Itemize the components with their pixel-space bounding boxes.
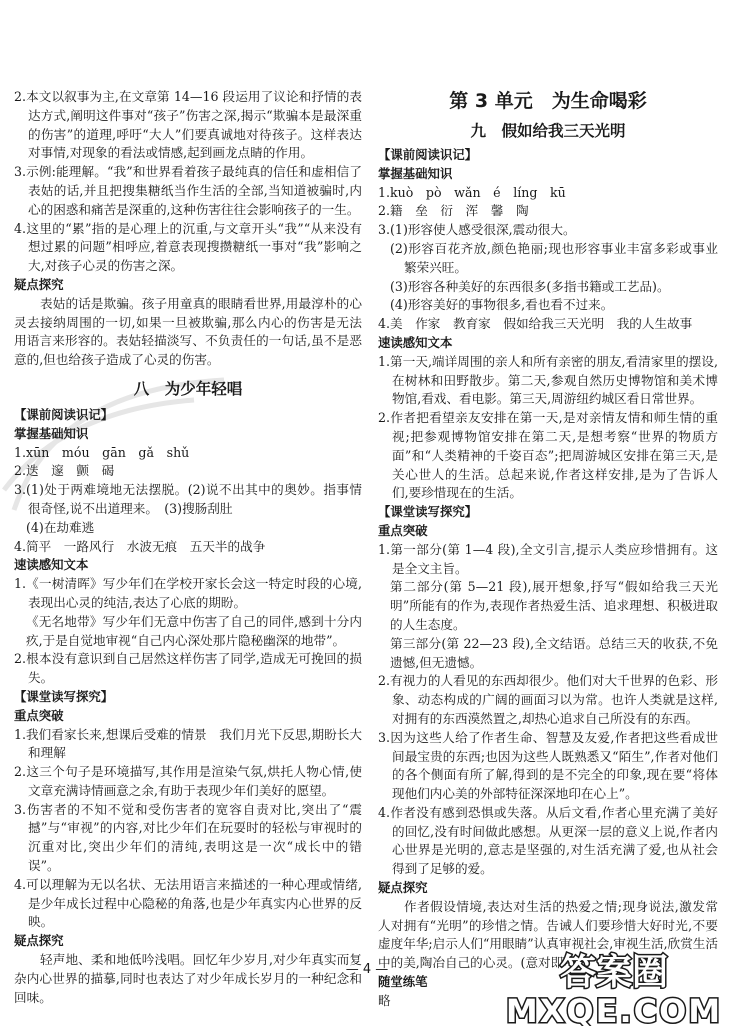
key-point-item: 2.这三个句子是环境描写,其作用是渲染气氛,烘托人物心情,使文章充满诗情画意之余,有助于表现少年们美好的愿望。 xyxy=(14,764,362,798)
left-answer-2: 2.本文以叙事为主,在文章第 14—16 段运用了议论和抒情的表达方式,阐明这件事对“孩子”伤害之深,揭示“欺骗本是最深重的伤害”的道理,呼吁“大人”们要真诚地对待孩子。这样表达对事情,对现象的看法或情感,起到画龙点睛的作用。 xyxy=(14,89,362,161)
key-points-heading: 重点突破 xyxy=(14,707,64,723)
pre-read-heading: 【课前阅读识记】 xyxy=(14,406,114,422)
fast-read-item: 《无名地带》写少年们无意中伤害了自己的同伴,感到十分内疚,于是自觉地审视“自己内心深处那片隐秘幽深的地带”。 xyxy=(26,613,362,648)
key-point-item: 3.伤害者的不知不觉和受伤害者的宽容自责对比,突出了“震撼”与“审视”的内容,对比少年们在玩耍时的轻松与审视时的沉重对比,突出少年们的清纯,表明这是一次“成长中的错误”。 xyxy=(14,801,362,874)
basic-sub-item: (4)形容美好的事物很多,看也看不过来。 xyxy=(390,297,614,313)
basic-item: 2.迭 邃 颤 碣 xyxy=(14,463,115,479)
practice-notes-text: 略 xyxy=(378,992,391,1008)
fast-read-item: 2.根本没有意识到自己居然这样伤害了同学,造成无可挽回的损失。 xyxy=(14,651,362,686)
basic-item: 4.美 作家 教育家 假如给我三天光明 我的人生故事 xyxy=(378,316,693,332)
doubt-heading: 疑点探究 xyxy=(14,276,64,292)
fast-read-item: 1.《一树清晖》写少年们在学校开家长会这一特定时段的心境,表现出心灵的纯洁,表达了心底的期盼。 xyxy=(14,576,362,610)
fast-read-heading: 速读感知文本 xyxy=(378,334,453,350)
basic-item: 3.(1)形容使人感受很深,震动很大。 xyxy=(378,222,576,238)
page-number: — 4 — xyxy=(345,962,389,977)
basic-sub-item: (3)形容各种美好的东西很多(多指书籍或工艺品)。 xyxy=(390,278,670,294)
basic-item: 3.(1)处于两难境地无法摆脱。(2)说不出其中的奥妙。指事情很奇怪,说不出道理来。 (3)搜肠刮肚 xyxy=(14,482,362,516)
key-point-item: 3.因为这些人给了作者生命、智慧及友爱,作者把这些看成世间最宝贵的东西;也因为这些人既熟悉又“陌生”,作者对他们的各个侧面有所了解,得到的是不完全的印象,现在要“将体现他们内心美的外部特征深深地印在心上”。 xyxy=(378,729,718,802)
basic-item: 1.xūn móu gān gǎ shǔ xyxy=(14,444,190,460)
fast-read-item: 1.第一天,端详周围的亲人和所有亲密的朋友,看清家里的摆设,在树林和田野散步。第二天,参观自然历史博物馆和美术博物馆,看戏、看电影。第三天,周游纽约城区看日常世界。 xyxy=(378,353,718,407)
class-read-heading: 【课堂读写探究】 xyxy=(378,504,478,520)
pre-read-heading: 【课前阅读识记】 xyxy=(378,147,478,162)
basic-knowledge-heading: 掌握基础知识 xyxy=(378,165,453,181)
basic-item: (4)在劫难逃 xyxy=(26,519,95,535)
basic-item: 4.简平 一路风行 水波无痕 五天半的战争 xyxy=(14,538,266,554)
lesson-title: 八 为少年轻唱 xyxy=(133,379,243,398)
lesson-title: 九 假如给我三天光明 xyxy=(470,122,626,140)
key-point-item: 2.有视力的人看见的东西却很少。他们对大千世界的色彩、形象、动态构成的广阔的画面习以为常。也许人类就是这样,对拥有的东西漠然置之,却热心追求自己所没有的东西。 xyxy=(378,673,718,726)
fast-read-item: 2.作者把看望亲友安排在第一天,是对亲情友情和师生情的重视;把参观博物馆安排在第二天,是想考察“世界的物质方面”和“人类精神的千姿百态”;把周游城区安排在第三天,是关心世人的生活。总起来说,作者这样安排,是为了告诉人们,要珍惜现在的生活。 xyxy=(378,410,718,501)
key-point-item: 1.我们看家长来,想课后受难的情景 我们月光下反思,期盼长大和理解 xyxy=(14,726,362,761)
doubt-text: 轻声地、柔和地低吟浅唱。回忆年少岁月,对少年真实而复杂内心世界的描摹,同时也表达了对少年成长岁月的一种纪念和回味。 xyxy=(14,952,362,1005)
doubt-text: 表姑的话是欺骗。孩子用童真的眼睛看世界,用最淳朴的心灵去接纳周围的一切,如果一旦被欺骗,那么内心的伤害是无法用语言来形容的。表姑轻描淡写、不负责任的一句话,虽不是恶意的,但也给孩子造成了心灵的伤害。 xyxy=(14,295,362,368)
key-points-heading: 重点突破 xyxy=(378,522,428,538)
basic-knowledge-heading: 掌握基础知识 xyxy=(14,425,89,441)
site-logo xyxy=(503,948,725,1026)
fast-read-heading: 速读感知文本 xyxy=(14,557,89,573)
basic-sub-item: (2)形容百花齐放,颜色艳丽;现也形容事业丰富多彩或事业繁荣兴旺。 xyxy=(390,240,718,275)
key-point-item: 4.作者没有感到恐惧或失落。从后文看,作者心里充满了美好的回忆,没有时间做此感想。从更深一层的意义上说,作者内心世界是光明的,意志是坚强的,对生活充满了爱,也从社会得到了足够的爱。 xyxy=(378,804,718,877)
left-answer-4: 4.这里的“累”指的是心理上的沉重,与文章开头“我”“从来没有想过累的问题”相呼应,着意表现搜攒糖纸一事对“我”影响之大,对孩子心灵的伤害之深。 xyxy=(14,220,362,274)
left-column xyxy=(14,88,362,1007)
doubt-heading: 疑点探究 xyxy=(378,880,428,896)
structure-part-2: 第二部分(第 5—21 段),展开想象,抒写“假如给我三天光明”所能有的作为,表现作者热爱生活、追求理想、积极进取的人生态度。 xyxy=(390,579,718,632)
basic-item: 2.籍 垒 衍 浑 馨 陶 xyxy=(378,203,529,219)
svg-text:答案圈: 答案圈 xyxy=(559,952,669,993)
right-column xyxy=(378,86,718,1011)
left-answer-3: 3.示例:能理解。“我”和世界看着孩子最纯真的信任和虚相信了表姑的话,并且把搜集糖纸当作生活的全部,当知道被骗时,内心的困惑和痛苦是深重的,这种伤害往往会影响孩子的一生。 xyxy=(14,164,362,217)
class-read-heading: 【课堂读写探究】 xyxy=(14,688,114,704)
doubt-text: 作者假设情境,表达对生活的热爱之情;现身说法,激发常人对拥有“光明”的珍惜之情。告诫人们要珍惜大好时光,不要虚度年华;启示人们“用眼睛”认真审视社会,审视生活,欣赏生活中的美,陶冶自己的心灵。(意对即可) xyxy=(378,898,718,971)
structure-part-3: 第三部分(第 22—23 段),全文结语。总结三天的收获,不免遗憾,但无遗憾。 xyxy=(390,635,718,670)
doubt-heading: 疑点探究 xyxy=(14,933,64,949)
basic-item: 1.kuò pò wǎn é líng kū xyxy=(378,184,566,200)
svg-text:MXQE.COM: MXQE.COM xyxy=(505,992,723,1026)
practice-notes-heading: 随堂练笔 xyxy=(378,974,428,990)
key-point-item: 4.可以理解为无以名状、无法用语言来描述的一种心理或情绪,是少年成长过程中心隐秘的角落,也是少年真实内心世界的反映。 xyxy=(14,876,362,930)
unit-title: 第 3 单元 为生命喝彩 xyxy=(449,90,647,112)
structure-part-1: 1.第一部分(第 1—4 段),全文引言,提示人类应珍惜拥有。这是全文主旨。 xyxy=(378,541,718,576)
